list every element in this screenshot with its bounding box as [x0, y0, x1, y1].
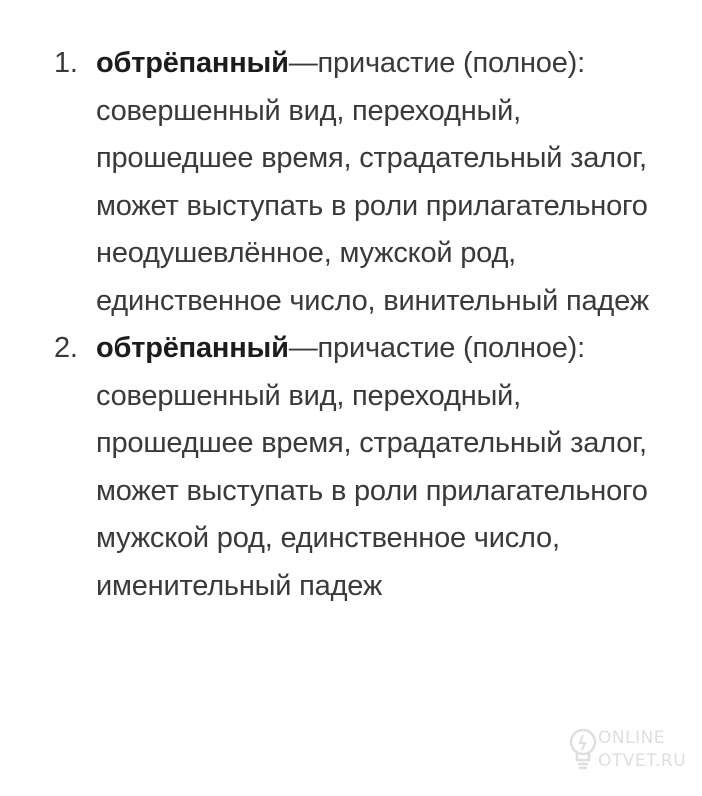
definition-list: [0, 40, 702, 610]
list-item-1: [0, 40, 702, 325]
item-number: 2.: [54, 332, 78, 364]
watermark: [568, 724, 687, 780]
lightbulb-icon: [568, 726, 598, 774]
watermark-line-1: ONLINE: [598, 728, 666, 748]
grammar-description: —причастие (полное): совершенный вид, переходный, прошедшее время, страдательный залог, может выступать в роли прилагательного мужской род, единственное число, именительный падеж: [96, 332, 648, 602]
headword: обтрёпанный: [96, 47, 289, 79]
watermark-line-2: OTVET.RU: [598, 751, 687, 771]
grammar-description: —причастие (полное): совершенный вид, переходный, прошедшее время, страдательный залог, может выступать в роли прилагательного неодушевлённое, мужской род, единственное число, винительный падеж: [96, 47, 649, 317]
list-item-2: [0, 325, 702, 610]
item-number: 1.: [54, 47, 78, 79]
headword: обтрёпанный: [96, 332, 289, 364]
